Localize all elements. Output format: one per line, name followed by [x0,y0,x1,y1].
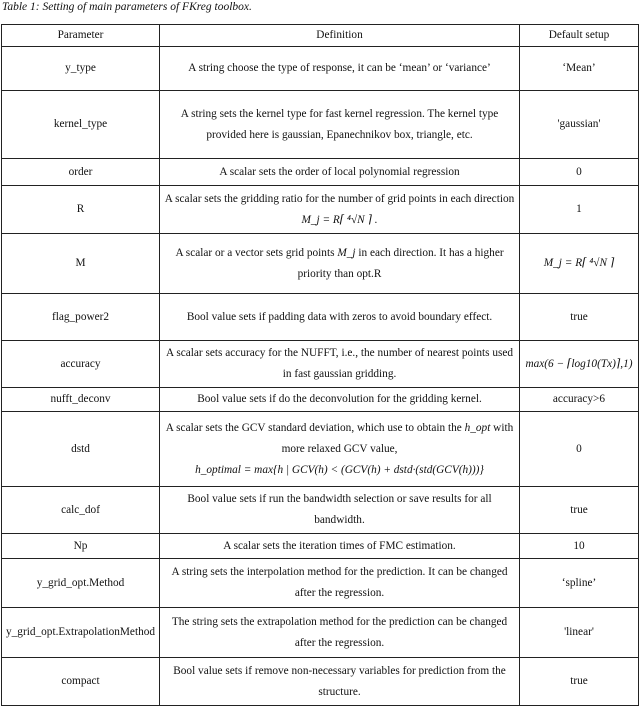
definition-formula: h_optimal = max{h | GCV(h) < (GCV(h) + dstd·(std(GCV(h)))} [195,463,484,476]
definition-text: Bool value sets if padding data with zeros to avoid boundary effect. [186,310,493,323]
parameter-cell: y_grid_opt.ExtrapolationMethod [2,608,160,658]
definition-text: A string sets the kernel type for fast kernel regression. The kernel type provided here is gaussian, Epanechnikov box, triangle, etc. [180,107,499,141]
table-row [2,534,639,559]
definition-formula: M_j = R⌈ ⁴√N ⌉ . [301,213,378,226]
definition-cell [160,234,520,294]
parameter-cell: Np [2,534,160,559]
table-row [2,234,639,294]
definition-cell [160,91,520,159]
parameter-cell: y_grid_opt.Method [2,559,160,608]
parameter-cell: nufft_deconv [2,388,160,412]
definition-symbol: M_j [337,246,356,259]
definition-text: A scalar or a vector sets grid points [175,246,335,259]
parameter-cell: compact [2,658,160,706]
definition-text: Bool value sets if run the bandwidth selection or save results for all bandwidth. [187,493,492,526]
table-row [2,412,639,487]
table-row [2,388,639,412]
default-cell: 'gaussian' [520,91,639,159]
default-cell: 10 [520,534,639,559]
definition-symbol: h_opt [464,421,491,434]
table-row [2,159,639,186]
default-cell: true [520,487,639,534]
definition-cell [160,341,520,388]
parameter-cell: y_type [2,47,160,91]
definition-text: A scalar sets the order of local polynomial regression [219,165,460,178]
default-cell: accuracy>6 [520,388,639,412]
parameter-cell: flag_power2 [2,294,160,341]
parameter-cell: accuracy [2,341,160,388]
definition-cell [160,47,520,91]
definition-text: A scalar sets the gridding ratio for the number of grid points in each direction [164,192,515,205]
definition-cell [160,186,520,234]
definition-text-end: with more relaxed GCV value, [281,421,514,455]
default-cell: 1 [520,186,639,234]
default-cell: ‘spline’ [520,559,639,608]
definition-cell [160,658,520,706]
table-row [2,91,639,159]
definition-cell [160,412,520,487]
table-row [2,47,639,91]
table-row [2,559,639,608]
parameter-cell: order [2,159,160,186]
header-parameter: Parameter [2,25,160,47]
definition-cell [160,534,520,559]
definition-text-end: in each direction. It has a higher priority than opt.R [297,246,504,280]
definition-text: A string sets the interpolation method for the prediction. It can be changed after the regression. [171,566,508,599]
parameter-cell: R [2,186,160,234]
definition-cell [160,294,520,341]
definition-text: Bool value sets if remove non-necessary variables for prediction from the structure. [173,664,506,698]
default-cell: max(6 − ⌈log10(Tx)⌉,1) [520,341,639,388]
definition-text: A scalar sets the iteration times of FMC estimation. [223,539,456,552]
parameter-cell: kernel_type [2,91,160,159]
definition-cell [160,159,520,186]
default-cell: M_j = R⌈ ⁴√N ⌉ [520,234,639,294]
default-cell: 0 [520,412,639,487]
header-default: Default setup [520,25,639,47]
definition-text: The string sets the extrapolation method for the prediction can be changed after the regression. [171,615,508,649]
parameter-cell: dstd [2,412,160,487]
default-cell: true [520,658,639,706]
default-cell: ‘Mean’ [520,47,639,91]
table-row [2,658,639,706]
definition-cell [160,608,520,658]
parameter-cell: M [2,234,160,294]
definition-text: A scalar sets the GCV standard deviation, which use to obtain the [165,421,462,434]
default-cell: 'linear' [520,608,639,658]
table-row [2,487,639,534]
table-row [2,186,639,234]
table-row [2,294,639,341]
definition-text: Bool value sets if do the deconvolution for the gridding kernel. [197,393,482,405]
table-row [2,341,639,388]
table-caption: Table 1: Setting of main parameters of FKreg toolbox. [2,1,252,13]
table-row [2,608,639,658]
parameters-table [1,24,639,706]
definition-text: A string choose the type of response, it can be ‘mean’ or ‘variance’ [188,62,491,74]
definition-cell [160,388,520,412]
definition-cell [160,487,520,534]
definition-cell [160,559,520,608]
header-definition: Definition [160,25,520,47]
header-row [2,25,639,47]
definition-text: A scalar sets accuracy for the NUFFT, i.e., the number of nearest points used in fast gaussian gridding. [165,347,514,380]
default-cell: true [520,294,639,341]
parameter-cell: calc_dof [2,487,160,534]
default-cell: 0 [520,159,639,186]
